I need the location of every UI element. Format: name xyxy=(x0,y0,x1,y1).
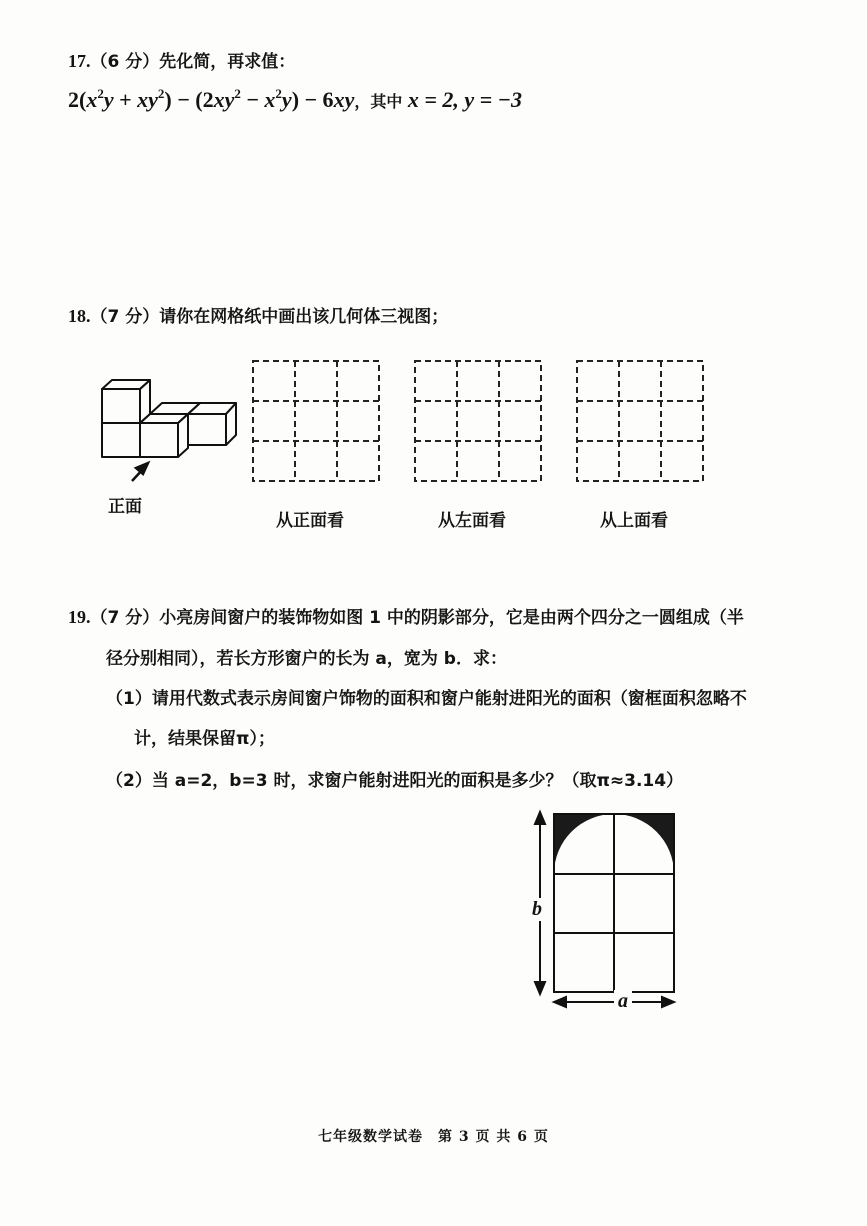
grid-label-top: 从上面看 xyxy=(600,511,668,531)
q17-formula: $2(x^2y + xy^2) - (2xy^2 - x^2y) - 6xy$，其中 x = 2, y = −3 xyxy=(68,86,523,112)
dimension-b-label: b xyxy=(532,898,542,920)
q18-header xyxy=(68,305,448,328)
q18-points: （7 分） xyxy=(90,307,160,327)
cube-solid-figure xyxy=(96,375,246,490)
window-figure xyxy=(526,808,686,1016)
q17-header xyxy=(68,50,295,73)
cube-face xyxy=(140,423,178,457)
q19-line1 xyxy=(68,606,744,629)
q19-line2: 径分别相同），若长方形窗户的长为 a，宽为 b．求： xyxy=(106,649,507,669)
window-decoration-shade xyxy=(554,814,614,874)
cube-face xyxy=(102,423,140,457)
grid-left-view xyxy=(414,360,542,482)
grid-top-view xyxy=(576,360,704,482)
q17-points: （6 分） xyxy=(90,52,160,72)
q19-text-line1: 小亮房间窗户的装饰物如图 1 中的阴影部分，它是由两个四分之一圆组成（半 xyxy=(159,608,744,628)
q19-points: （7 分） xyxy=(90,608,160,628)
cube-face xyxy=(102,389,140,423)
page-footer: 七年级数学试卷 第 3 页 共 6 页 xyxy=(318,1129,549,1145)
q18-number: 18. xyxy=(68,306,91,326)
q18-instruction: 请你在网格纸中画出该几何体三视图； xyxy=(159,307,449,327)
q17-number: 17. xyxy=(68,51,91,71)
q19-part1-line1: （1）请用代数式表示房间窗户饰物的面积和窗户能射进阳光的面积（窗框面积忽略不 xyxy=(106,689,747,709)
grid-label-left: 从左面看 xyxy=(438,511,506,531)
grid-label-front: 从正面看 xyxy=(276,511,344,531)
q19-part1-line2: 计，结果保留π）； xyxy=(134,729,275,749)
front-label: 正面 xyxy=(108,497,142,517)
q17-where: ，其中 xyxy=(354,92,403,111)
cube-face xyxy=(188,414,226,445)
front-arrow xyxy=(132,463,148,481)
cube-face xyxy=(150,403,200,414)
q19-part2: （2）当 a=2，b=3 时，求窗户能射进阳光的面积是多少？（取π≈3.14） xyxy=(106,771,684,791)
grid-front-view xyxy=(252,360,380,482)
cube-face xyxy=(178,414,188,457)
q17-instruction: 先化简，再求值： xyxy=(159,52,296,72)
q17-condition: x = 2, y = −3 xyxy=(407,87,523,112)
cube-face xyxy=(226,403,236,445)
q19-number: 19. xyxy=(68,607,91,627)
dimension-a-label: a xyxy=(614,990,632,1013)
window-decoration-shade xyxy=(614,814,674,874)
